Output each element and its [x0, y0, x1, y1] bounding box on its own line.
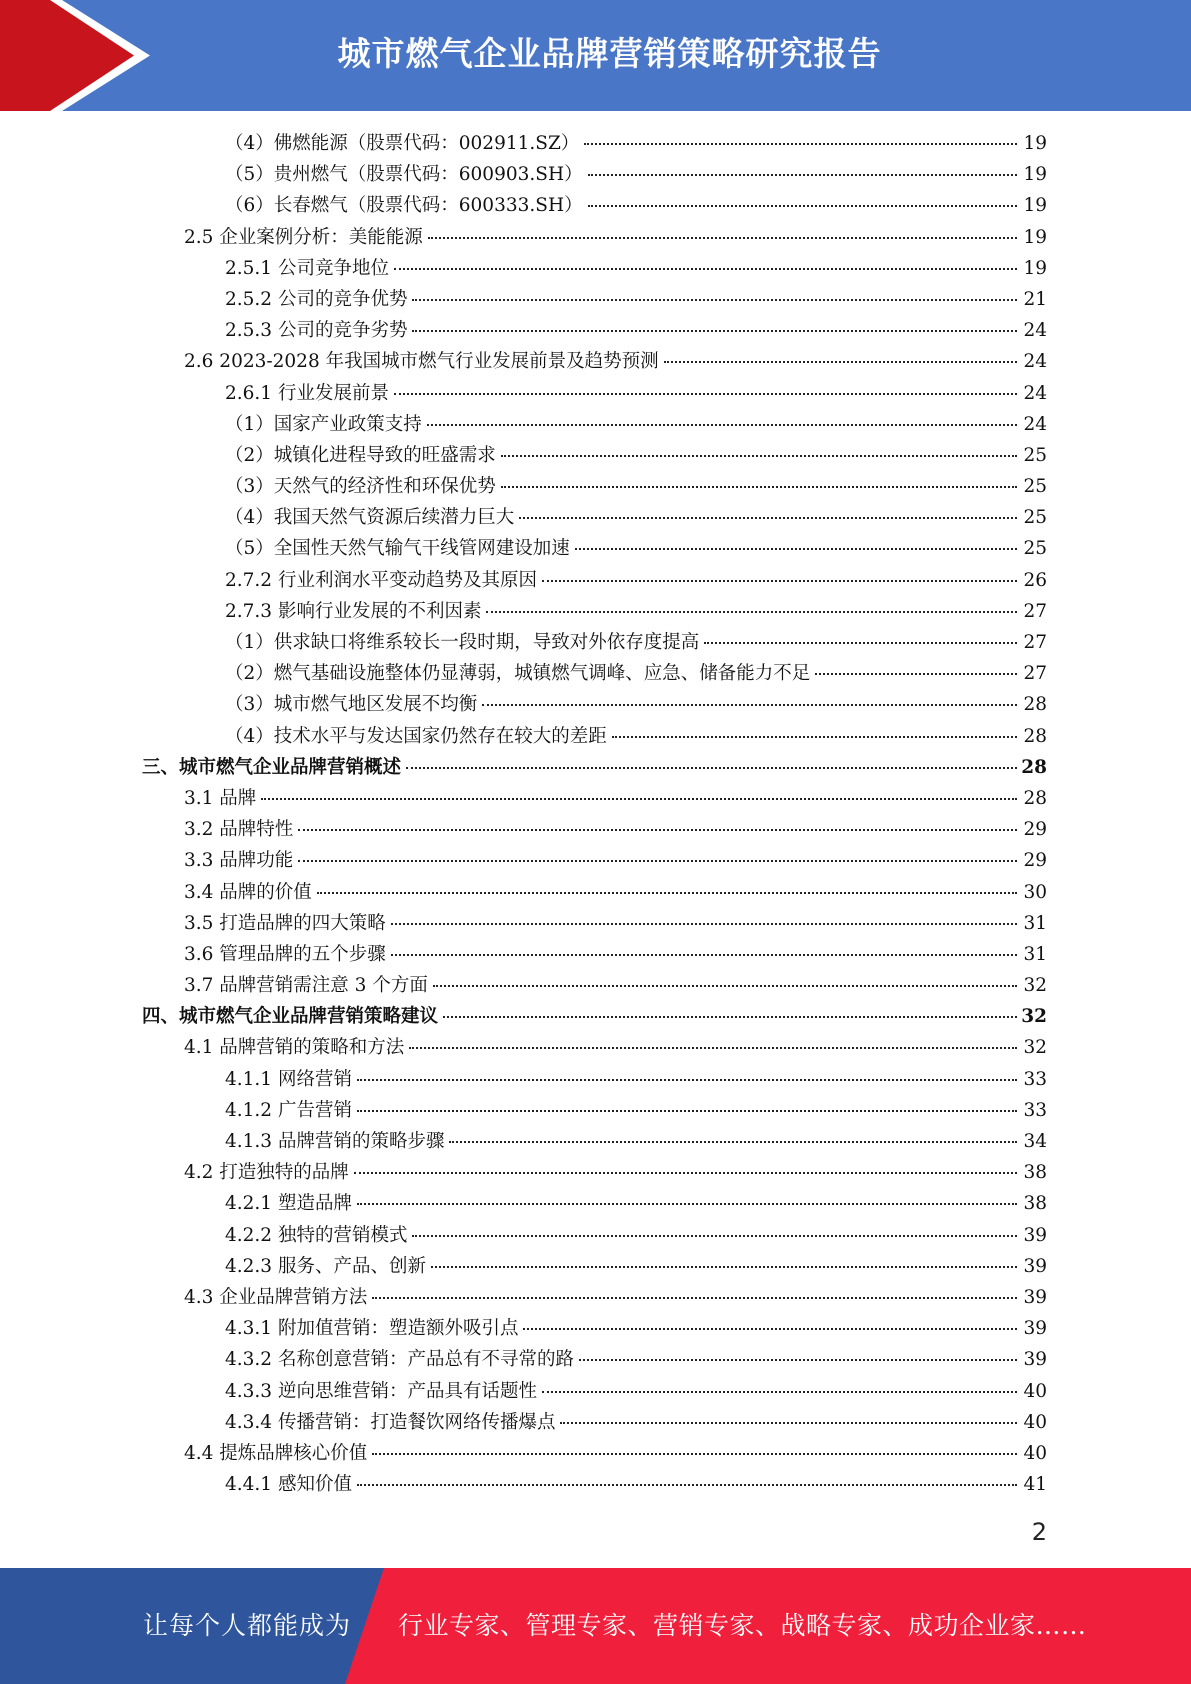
toc-dot-leader [427, 424, 1017, 426]
toc-dot-leader [612, 736, 1017, 738]
toc-entry-title: （5）贵州燃气（股票代码：600903.SH） [225, 164, 583, 186]
toc-entry[interactable] [0, 253, 1191, 284]
toc-dot-leader [431, 1266, 1017, 1268]
toc-entry[interactable] [0, 1032, 1191, 1063]
table-of-contents [0, 128, 1191, 1500]
toc-dot-leader [482, 704, 1017, 706]
toc-dot-leader [357, 1203, 1017, 1205]
toc-entry-title: 4.3.1 附加值营销：塑造额外吸引点 [225, 1318, 519, 1340]
toc-entry-title: （1）供求缺口将维系较长一段时期，导致对外依存度提高 [225, 632, 700, 653]
toc-entry-page: 27 [1023, 600, 1047, 622]
toc-entry-title: 4.2.3 服务、产品、创新 [225, 1255, 426, 1277]
toc-dot-leader [486, 611, 1017, 613]
toc-entry[interactable] [0, 440, 1191, 471]
toc-entry-page: 28 [1023, 694, 1047, 716]
toc-entry[interactable] [0, 378, 1191, 409]
toc-entry-title: 4.3.2 名称创意营销：产品总有不寻常的路 [225, 1349, 574, 1371]
footer-slogan-left: 让每个人都能成为 [143, 1611, 352, 1640]
toc-entry-page: 21 [1023, 288, 1047, 310]
report-title: 城市燃气企业品牌营销策略研究报告 [337, 34, 882, 73]
toc-entry-page: 39 [1023, 1224, 1047, 1246]
toc-entry[interactable] [0, 1313, 1191, 1344]
toc-entry-page: 28 [1023, 725, 1047, 747]
toc-entry-page: 32 [1023, 1037, 1047, 1059]
toc-entry[interactable] [0, 783, 1191, 814]
toc-entry[interactable] [0, 190, 1191, 221]
toc-entry-title: （4）我国天然气资源后续潜力巨大 [225, 507, 515, 529]
toc-entry[interactable] [0, 533, 1191, 564]
toc-entry-title: 3.6 管理品牌的五个步骤 [184, 943, 386, 965]
toc-dot-leader [298, 829, 1017, 831]
page-footer [0, 1568, 1191, 1684]
toc-entry-page: 27 [1023, 632, 1047, 653]
toc-entry-page: 40 [1023, 1411, 1047, 1433]
toc-dot-leader [704, 642, 1017, 644]
toc-entry[interactable] [0, 596, 1191, 627]
footer-slogan-right: 行业专家、管理专家、营销专家、战略专家、成功企业家…… [398, 1611, 1087, 1640]
toc-dot-leader [394, 268, 1017, 270]
toc-entry-title: （3）天然气的经济性和环保优势 [225, 476, 496, 498]
toc-entry-title: 3.2 品牌特性 [184, 819, 294, 841]
toc-entry-title: 4.3.3 逆向思维营销：产品具有话题性 [225, 1380, 537, 1402]
toc-entry-page: 27 [1023, 663, 1047, 685]
toc-entry-page: 26 [1023, 569, 1047, 591]
toc-entry[interactable] [0, 1376, 1191, 1407]
toc-dot-leader [391, 923, 1017, 925]
toc-entry-page: 40 [1023, 1442, 1047, 1464]
toc-entry-page: 41 [1023, 1474, 1047, 1496]
toc-entry-title: 2.6 2023-2028 年我国城市燃气行业发展前景及趋势预测 [184, 351, 659, 373]
toc-entry-page: 29 [1023, 850, 1047, 872]
toc-entry[interactable] [0, 658, 1191, 689]
toc-entry-title: 3.5 打造品牌的四大策略 [184, 912, 386, 934]
toc-dot-leader [372, 1297, 1017, 1299]
toc-entry-title: （2）燃气基础设施整体仍显薄弱，城镇燃气调峰、应急、储备能力不足 [225, 663, 811, 685]
toc-entry-title: （4）技术水平与发达国家仍然存在较大的差距 [225, 725, 607, 747]
toc-dot-leader [406, 767, 1017, 769]
toc-entry-page: 24 [1023, 351, 1047, 373]
toc-entry-page: 19 [1023, 226, 1047, 248]
toc-entry[interactable] [0, 814, 1191, 845]
toc-entry-title: 4.4 提炼品牌核心价值 [184, 1442, 368, 1464]
toc-entry-title: 4.1.2 广告营销 [225, 1099, 352, 1121]
toc-entry[interactable] [0, 877, 1191, 908]
toc-dot-leader [412, 299, 1017, 301]
toc-dot-leader [523, 1328, 1017, 1330]
toc-entry[interactable] [0, 1001, 1191, 1032]
toc-entry[interactable] [0, 845, 1191, 876]
toc-dot-leader [354, 1172, 1017, 1174]
toc-entry[interactable] [0, 752, 1191, 783]
toc-dot-leader [443, 1016, 1017, 1018]
toc-entry-page: 39 [1023, 1255, 1047, 1277]
toc-entry-page: 24 [1023, 382, 1047, 404]
toc-entry-title: （5）全国性天然气输气干线管网建设加速 [225, 538, 570, 560]
toc-entry[interactable] [0, 1282, 1191, 1313]
toc-entry-title: 4.3 企业品牌营销方法 [184, 1286, 368, 1308]
toc-entry[interactable] [0, 939, 1191, 970]
toc-dot-leader [501, 455, 1017, 457]
toc-entry-title: 3.1 品牌 [184, 787, 257, 809]
toc-dot-leader [261, 798, 1017, 800]
toc-dot-leader [664, 361, 1017, 363]
toc-entry-title: 4.2 打造独特的品牌 [184, 1162, 349, 1184]
toc-entry[interactable] [0, 502, 1191, 533]
toc-entry-page: 19 [1023, 164, 1047, 186]
toc-entry[interactable] [0, 471, 1191, 502]
toc-dot-leader [542, 1391, 1017, 1393]
toc-dot-leader [588, 174, 1017, 176]
toc-entry-page: 19 [1023, 257, 1047, 279]
toc-entry[interactable] [0, 1220, 1191, 1251]
toc-entry-page: 28 [1021, 756, 1047, 778]
toc-entry-title: 4.2.2 独特的营销模式 [225, 1224, 408, 1246]
toc-dot-leader [542, 580, 1017, 582]
toc-entry-title: （2）城镇化进程导致的旺盛需求 [225, 444, 496, 466]
toc-entry-page: 31 [1023, 912, 1047, 934]
toc-entry[interactable] [0, 970, 1191, 1001]
toc-dot-leader [317, 892, 1017, 894]
toc-dot-leader [357, 1484, 1017, 1486]
toc-dot-leader [560, 1422, 1017, 1424]
toc-dot-leader [449, 1141, 1017, 1143]
toc-entry-page: 25 [1023, 538, 1047, 560]
toc-dot-leader [409, 1047, 1017, 1049]
toc-entry[interactable] [0, 1251, 1191, 1282]
toc-entry[interactable] [0, 222, 1191, 253]
toc-dot-leader [579, 1359, 1017, 1361]
toc-entry[interactable] [0, 284, 1191, 315]
toc-entry-title: 2.5.1 公司竞争地位 [225, 257, 389, 279]
toc-entry[interactable] [0, 315, 1191, 346]
toc-entry-title: 2.5.2 公司的竞争优势 [225, 288, 408, 310]
toc-entry[interactable] [0, 565, 1191, 596]
toc-entry[interactable] [0, 1469, 1191, 1500]
toc-entry-page: 19 [1023, 133, 1047, 154]
toc-entry-title: 2.5 企业案例分析：美能能源 [184, 226, 423, 248]
toc-dot-leader [394, 393, 1017, 395]
toc-entry-title: （6）长春燃气（股票代码：600333.SH） [225, 195, 583, 217]
toc-entry-title: 4.1.3 品牌营销的策略步骤 [225, 1131, 445, 1152]
toc-entry[interactable] [0, 1438, 1191, 1469]
toc-entry[interactable] [0, 1157, 1191, 1188]
toc-entry-page: 38 [1023, 1162, 1047, 1184]
toc-entry[interactable] [0, 159, 1191, 190]
toc-entry-title: 4.2.1 塑造品牌 [225, 1193, 352, 1215]
page-number: 2 [1031, 1518, 1047, 1546]
toc-entry-page: 39 [1023, 1286, 1047, 1308]
toc-dot-leader [575, 548, 1017, 550]
toc-dot-leader [298, 860, 1017, 862]
toc-entry[interactable] [0, 1095, 1191, 1126]
toc-entry-page: 33 [1023, 1099, 1047, 1121]
toc-dot-leader [428, 237, 1017, 239]
toc-entry-page: 34 [1023, 1131, 1047, 1152]
toc-entry-page: 32 [1023, 975, 1047, 997]
toc-dot-leader [584, 143, 1017, 145]
toc-entry-page: 39 [1023, 1318, 1047, 1340]
toc-entry-page: 40 [1023, 1380, 1047, 1402]
toc-dot-leader [391, 954, 1017, 956]
toc-entry[interactable] [0, 1407, 1191, 1438]
toc-entry-title: 四、城市燃气企业品牌营销策略建议 [142, 1006, 439, 1028]
toc-entry-page: 38 [1023, 1193, 1047, 1215]
toc-entry-page: 28 [1023, 787, 1047, 809]
toc-entry-title: 4.3.4 传播营销：打造餐饮网络传播爆点 [225, 1411, 556, 1433]
toc-entry-page: 25 [1023, 476, 1047, 498]
toc-entry[interactable] [0, 689, 1191, 720]
toc-entry-title: 3.7 品牌营销需注意 3 个方面 [184, 975, 428, 997]
toc-entry-page: 25 [1023, 507, 1047, 529]
toc-entry-page: 33 [1023, 1068, 1047, 1090]
toc-entry-page: 24 [1023, 320, 1047, 342]
toc-entry[interactable] [0, 908, 1191, 939]
toc-dot-leader [588, 205, 1017, 207]
toc-entry-title: 2.7.3 影响行业发展的不利因素 [225, 600, 482, 622]
toc-entry[interactable] [0, 1344, 1191, 1375]
toc-entry-page: 32 [1021, 1006, 1047, 1028]
toc-dot-leader [433, 985, 1017, 987]
toc-entry-page: 30 [1023, 881, 1047, 903]
toc-entry-title: 4.4.1 感知价值 [225, 1474, 352, 1496]
toc-entry-page: 19 [1023, 195, 1047, 217]
toc-dot-leader [412, 1235, 1017, 1237]
page-header [0, 0, 1191, 111]
toc-entry[interactable] [0, 1126, 1191, 1157]
toc-entry-title: 3.3 品牌功能 [184, 850, 294, 872]
toc-entry-page: 25 [1023, 444, 1047, 466]
toc-entry[interactable] [0, 627, 1191, 658]
toc-dot-leader [412, 330, 1017, 332]
toc-entry-title: 4.1 品牌营销的策略和方法 [184, 1037, 405, 1059]
toc-dot-leader [815, 673, 1017, 675]
toc-entry-title: （4）佛燃能源（股票代码：002911.SZ） [225, 133, 580, 154]
toc-entry-page: 29 [1023, 819, 1047, 841]
toc-entry[interactable] [0, 1064, 1191, 1095]
toc-entry-title: 4.1.1 网络营销 [225, 1068, 352, 1090]
toc-entry-title: 2.6.1 行业发展前景 [225, 382, 389, 404]
toc-entry-title: （1）国家产业政策支持 [225, 413, 422, 435]
toc-dot-leader [519, 517, 1017, 519]
toc-entry-page: 31 [1023, 943, 1047, 965]
toc-entry-title: 2.5.3 公司的竞争劣势 [225, 320, 408, 342]
toc-entry-title: （3）城市燃气地区发展不均衡 [225, 694, 478, 716]
toc-dot-leader [357, 1079, 1017, 1081]
toc-entry-title: 2.7.2 行业利润水平变动趋势及其原因 [225, 569, 537, 591]
toc-entry[interactable] [0, 721, 1191, 752]
toc-entry[interactable] [0, 128, 1191, 159]
toc-dot-leader [357, 1110, 1017, 1112]
toc-entry-title: 3.4 品牌的价值 [184, 881, 312, 903]
toc-entry-title: 三、城市燃气企业品牌营销概述 [142, 756, 402, 778]
toc-dot-leader [501, 486, 1017, 488]
toc-entry[interactable] [0, 409, 1191, 440]
toc-entry[interactable] [0, 346, 1191, 377]
toc-entry-page: 24 [1023, 413, 1047, 435]
toc-dot-leader [372, 1453, 1017, 1455]
toc-entry-page: 39 [1023, 1349, 1047, 1371]
toc-entry[interactable] [0, 1188, 1191, 1219]
